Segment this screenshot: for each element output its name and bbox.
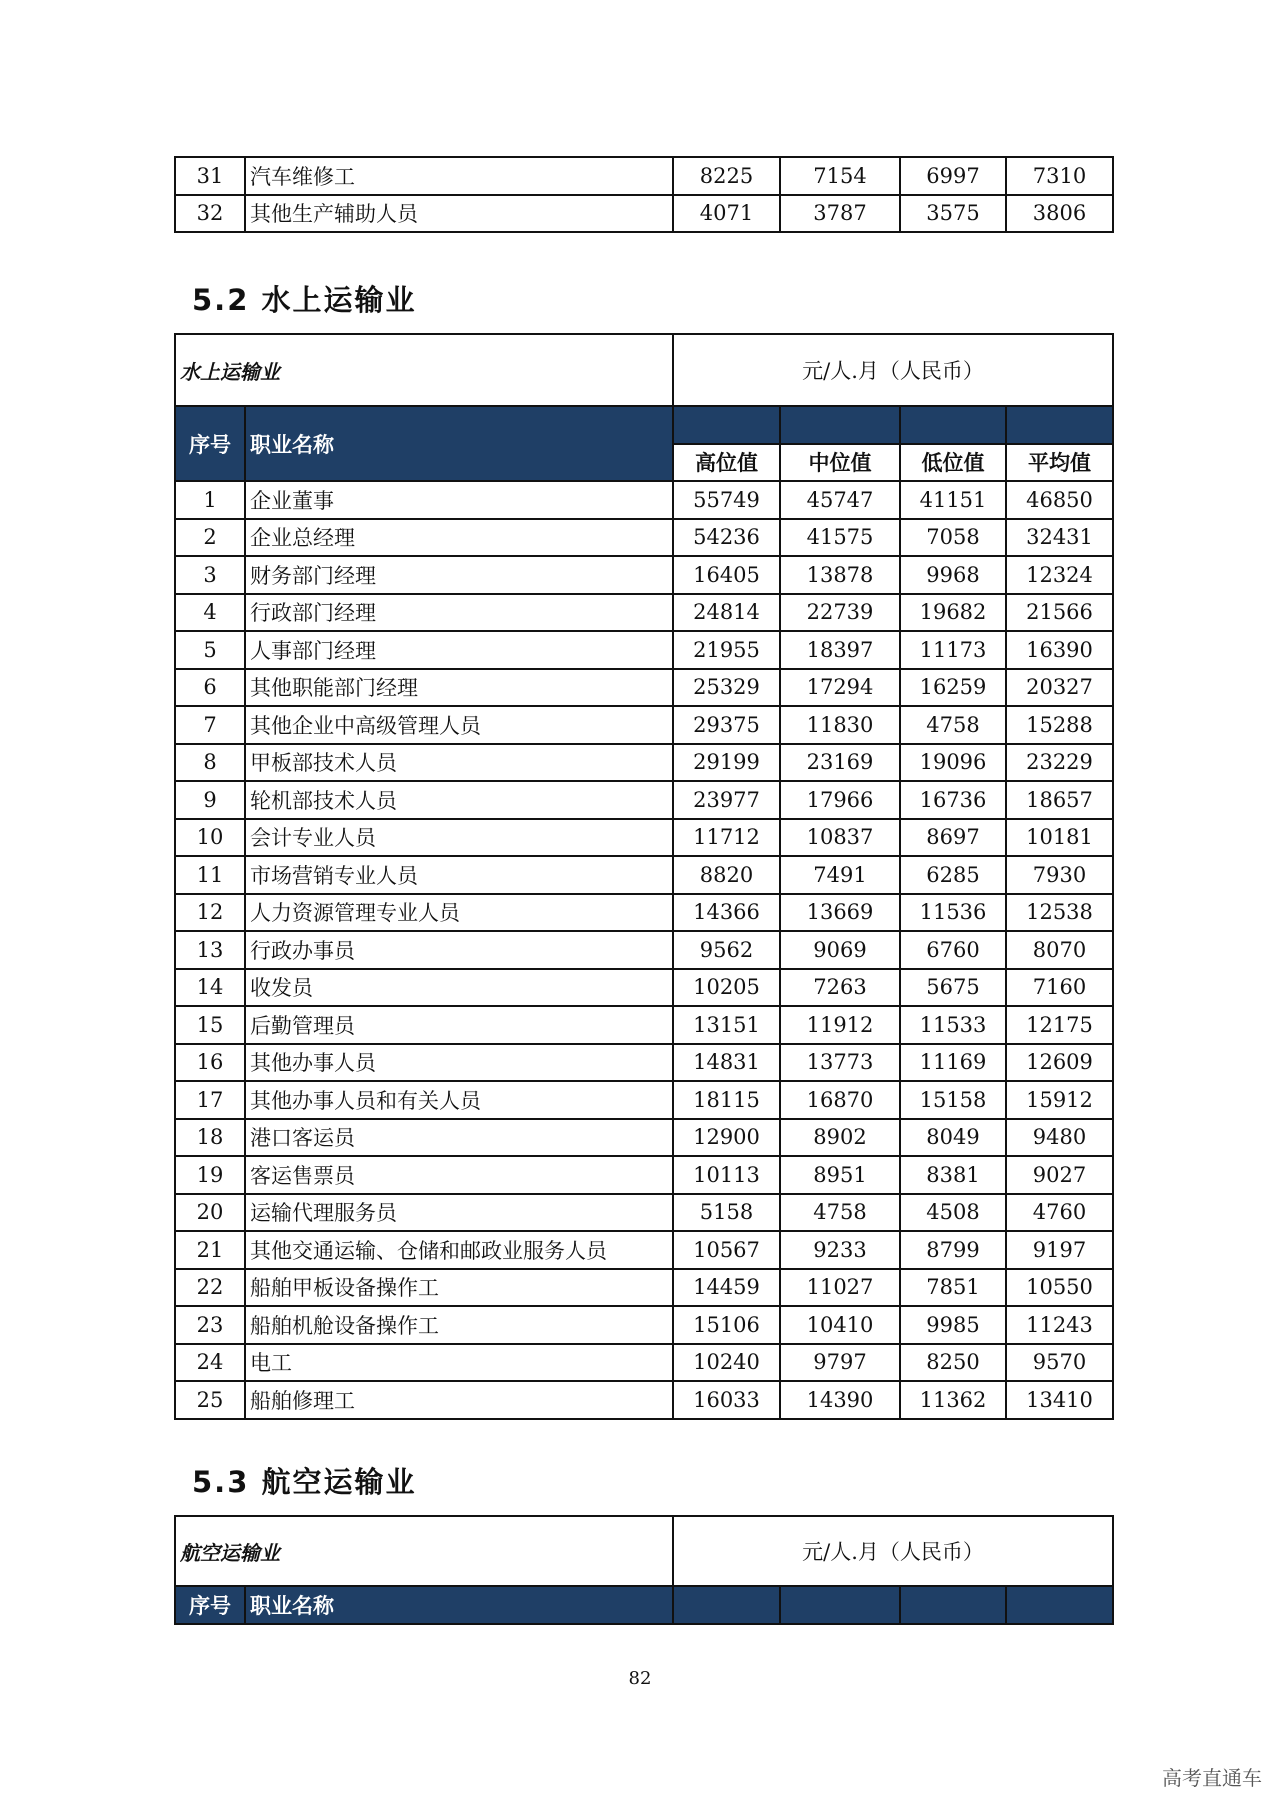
table-row (175, 195, 1113, 233)
high-value: 12900 (673, 1119, 780, 1157)
occupation-name: 其他办事人员 (245, 1044, 673, 1082)
low-value: 41151 (900, 481, 1006, 519)
low-value: 3575 (900, 195, 1006, 233)
occupation-name: 其他企业中高级管理人员 (245, 706, 673, 744)
average-value: 32431 (1006, 519, 1113, 557)
high-value: 10113 (673, 1156, 780, 1194)
average-value: 12538 (1006, 894, 1113, 932)
high-value: 13151 (673, 1006, 780, 1044)
row-number: 1 (175, 481, 245, 519)
air-transport-table (174, 1515, 1114, 1625)
average-value: 16390 (1006, 631, 1113, 669)
median-value: 16870 (780, 1081, 900, 1119)
median-value: 18397 (780, 631, 900, 669)
air-table-title: 航空运输业 (175, 1516, 673, 1586)
median-value: 23169 (780, 744, 900, 782)
low-value: 6760 (900, 931, 1006, 969)
average-value: 10550 (1006, 1269, 1113, 1307)
table-row (175, 1269, 1113, 1307)
occupation-name: 企业董事 (245, 481, 673, 519)
water-col-name-header: 职业名称 (245, 406, 673, 481)
row-number: 17 (175, 1081, 245, 1119)
low-value: 4758 (900, 706, 1006, 744)
average-value: 9027 (1006, 1156, 1113, 1194)
occupation-name: 后勤管理员 (245, 1006, 673, 1044)
occupation-name: 市场营销专业人员 (245, 856, 673, 894)
water-col-avg-header: 平均值 (1006, 444, 1113, 482)
median-value: 4758 (780, 1194, 900, 1232)
median-value: 13669 (780, 894, 900, 932)
air-header-band-cell (1006, 1586, 1113, 1624)
row-number: 7 (175, 706, 245, 744)
average-value: 7930 (1006, 856, 1113, 894)
water-col-low-header: 低位值 (900, 444, 1006, 482)
table-row (175, 1156, 1113, 1194)
average-value: 9570 (1006, 1344, 1113, 1382)
table-row (175, 1381, 1113, 1419)
row-number: 2 (175, 519, 245, 557)
low-value: 16259 (900, 669, 1006, 707)
table-row (175, 894, 1113, 932)
median-value: 17966 (780, 781, 900, 819)
row-number: 9 (175, 781, 245, 819)
page-number: 82 (628, 1668, 652, 1689)
high-value: 25329 (673, 669, 780, 707)
table-row (175, 669, 1113, 707)
median-value: 13773 (780, 1044, 900, 1082)
high-value: 29199 (673, 744, 780, 782)
table-row (175, 1119, 1113, 1157)
occupation-name: 人事部门经理 (245, 631, 673, 669)
table-row (175, 481, 1113, 519)
high-value: 11712 (673, 819, 780, 857)
row-number: 31 (175, 157, 245, 195)
watermark: 高考直通车 (1162, 1766, 1262, 1790)
water-col-no-header: 序号 (175, 406, 245, 481)
occupation-name: 汽车维修工 (245, 157, 673, 195)
row-number: 19 (175, 1156, 245, 1194)
high-value: 4071 (673, 195, 780, 233)
row-number: 21 (175, 1231, 245, 1269)
high-value: 16405 (673, 556, 780, 594)
table-row (175, 1044, 1113, 1082)
low-value: 16736 (900, 781, 1006, 819)
water-transport-table (174, 333, 1114, 1420)
water-col-mid-header: 中位值 (780, 444, 900, 482)
water-table-body (175, 481, 1113, 1419)
high-value: 24814 (673, 594, 780, 632)
high-value: 10567 (673, 1231, 780, 1269)
low-value: 8381 (900, 1156, 1006, 1194)
average-value: 7160 (1006, 969, 1113, 1007)
high-value: 8820 (673, 856, 780, 894)
average-value: 12609 (1006, 1044, 1113, 1082)
average-value: 15912 (1006, 1081, 1113, 1119)
median-value: 22739 (780, 594, 900, 632)
row-number: 24 (175, 1344, 245, 1382)
row-number: 4 (175, 594, 245, 632)
table-row (175, 706, 1113, 744)
row-number: 11 (175, 856, 245, 894)
occupation-name: 轮机部技术人员 (245, 781, 673, 819)
median-value: 11830 (780, 706, 900, 744)
low-value: 4508 (900, 1194, 1006, 1232)
median-value: 10410 (780, 1306, 900, 1344)
air-header-band-cell (673, 1586, 780, 1624)
median-value: 7491 (780, 856, 900, 894)
occupation-name: 收发员 (245, 969, 673, 1007)
average-value: 9480 (1006, 1119, 1113, 1157)
median-value: 8951 (780, 1156, 900, 1194)
table-row (175, 1194, 1113, 1232)
water-header-band-cell (780, 406, 900, 444)
row-number: 8 (175, 744, 245, 782)
occupation-name: 港口客运员 (245, 1119, 673, 1157)
occupation-name: 其他交通运输、仓储和邮政业服务人员 (245, 1231, 673, 1269)
median-value: 17294 (780, 669, 900, 707)
high-value: 21955 (673, 631, 780, 669)
table-row (175, 856, 1113, 894)
water-header-band-cell (673, 406, 780, 444)
table-row (175, 1344, 1113, 1382)
occupation-name: 客运售票员 (245, 1156, 673, 1194)
median-value: 7154 (780, 157, 900, 195)
low-value: 19682 (900, 594, 1006, 632)
median-value: 45747 (780, 481, 900, 519)
low-value: 5675 (900, 969, 1006, 1007)
high-value: 10205 (673, 969, 780, 1007)
air-col-name-header: 职业名称 (245, 1586, 673, 1624)
high-value: 5158 (673, 1194, 780, 1232)
row-number: 18 (175, 1119, 245, 1157)
high-value: 14459 (673, 1269, 780, 1307)
low-value: 9985 (900, 1306, 1006, 1344)
low-value: 11536 (900, 894, 1006, 932)
row-number: 13 (175, 931, 245, 969)
table-row (175, 519, 1113, 557)
table-row (175, 556, 1113, 594)
high-value: 14366 (673, 894, 780, 932)
low-value: 19096 (900, 744, 1006, 782)
occupation-name: 企业总经理 (245, 519, 673, 557)
median-value: 14390 (780, 1381, 900, 1419)
average-value: 12324 (1006, 556, 1113, 594)
air-col-no-header: 序号 (175, 1586, 245, 1624)
low-value: 7851 (900, 1269, 1006, 1307)
average-value: 21566 (1006, 594, 1113, 632)
average-value: 8070 (1006, 931, 1113, 969)
average-value: 20327 (1006, 669, 1113, 707)
average-value: 4760 (1006, 1194, 1113, 1232)
occupation-name: 行政办事员 (245, 931, 673, 969)
table-row (175, 1231, 1113, 1269)
occupation-name: 其他生产辅助人员 (245, 195, 673, 233)
low-value: 8250 (900, 1344, 1006, 1382)
average-value: 12175 (1006, 1006, 1113, 1044)
row-number: 23 (175, 1306, 245, 1344)
average-value: 18657 (1006, 781, 1113, 819)
low-value: 15158 (900, 1081, 1006, 1119)
low-value: 6285 (900, 856, 1006, 894)
low-value: 11533 (900, 1006, 1006, 1044)
row-number: 5 (175, 631, 245, 669)
table-row (175, 1081, 1113, 1119)
high-value: 9562 (673, 931, 780, 969)
median-value: 11027 (780, 1269, 900, 1307)
continued-table-body (175, 157, 1113, 232)
average-value: 9197 (1006, 1231, 1113, 1269)
high-value: 54236 (673, 519, 780, 557)
row-number: 14 (175, 969, 245, 1007)
median-value: 41575 (780, 519, 900, 557)
median-value: 3787 (780, 195, 900, 233)
table-row (175, 594, 1113, 632)
water-header-band-cell (1006, 406, 1113, 444)
average-value: 15288 (1006, 706, 1113, 744)
row-number: 15 (175, 1006, 245, 1044)
high-value: 23977 (673, 781, 780, 819)
average-value: 7310 (1006, 157, 1113, 195)
low-value: 7058 (900, 519, 1006, 557)
high-value: 8225 (673, 157, 780, 195)
occupation-name: 船舶修理工 (245, 1381, 673, 1419)
table-row (175, 631, 1113, 669)
occupation-name: 会计专业人员 (245, 819, 673, 857)
occupation-name: 船舶机舱设备操作工 (245, 1306, 673, 1344)
table-row (175, 969, 1113, 1007)
median-value: 13878 (780, 556, 900, 594)
row-number: 22 (175, 1269, 245, 1307)
table-row (175, 1006, 1113, 1044)
row-number: 10 (175, 819, 245, 857)
row-number: 6 (175, 669, 245, 707)
average-value: 46850 (1006, 481, 1113, 519)
row-number: 25 (175, 1381, 245, 1419)
average-value: 13410 (1006, 1381, 1113, 1419)
table-row (175, 157, 1113, 195)
table-row (175, 819, 1113, 857)
low-value: 8799 (900, 1231, 1006, 1269)
high-value: 10240 (673, 1344, 780, 1382)
average-value: 10181 (1006, 819, 1113, 857)
water-unit-label: 元/人.月（人民币） (673, 334, 1113, 406)
table-row (175, 744, 1113, 782)
median-value: 9233 (780, 1231, 900, 1269)
high-value: 29375 (673, 706, 780, 744)
air-header-band-cell (780, 1586, 900, 1624)
low-value: 11173 (900, 631, 1006, 669)
occupation-name: 船舶甲板设备操作工 (245, 1269, 673, 1307)
row-number: 32 (175, 195, 245, 233)
occupation-name: 其他办事人员和有关人员 (245, 1081, 673, 1119)
average-value: 11243 (1006, 1306, 1113, 1344)
occupation-name: 行政部门经理 (245, 594, 673, 632)
row-number: 16 (175, 1044, 245, 1082)
section-heading-water: 5.2 水上运输业 (192, 283, 417, 317)
low-value: 8697 (900, 819, 1006, 857)
average-value: 23229 (1006, 744, 1113, 782)
low-value: 6997 (900, 157, 1006, 195)
occupation-name: 人力资源管理专业人员 (245, 894, 673, 932)
section-heading-air: 5.3 航空运输业 (192, 1465, 417, 1499)
high-value: 16033 (673, 1381, 780, 1419)
water-col-high-header: 高位值 (673, 444, 780, 482)
median-value: 11912 (780, 1006, 900, 1044)
occupation-name: 财务部门经理 (245, 556, 673, 594)
table-row (175, 1306, 1113, 1344)
low-value: 11169 (900, 1044, 1006, 1082)
occupation-name: 其他职能部门经理 (245, 669, 673, 707)
occupation-name: 甲板部技术人员 (245, 744, 673, 782)
air-header-band-cell (900, 1586, 1006, 1624)
water-header-band-cell (900, 406, 1006, 444)
median-value: 7263 (780, 969, 900, 1007)
high-value: 14831 (673, 1044, 780, 1082)
average-value: 3806 (1006, 195, 1113, 233)
table-row (175, 931, 1113, 969)
median-value: 9069 (780, 931, 900, 969)
air-unit-label: 元/人.月（人民币） (673, 1516, 1113, 1586)
low-value: 8049 (900, 1119, 1006, 1157)
table-row (175, 781, 1113, 819)
water-table-title: 水上运输业 (175, 334, 673, 406)
occupation-name: 运输代理服务员 (245, 1194, 673, 1232)
median-value: 10837 (780, 819, 900, 857)
low-value: 11362 (900, 1381, 1006, 1419)
row-number: 3 (175, 556, 245, 594)
continued-table (174, 156, 1114, 233)
occupation-name: 电工 (245, 1344, 673, 1382)
high-value: 55749 (673, 481, 780, 519)
high-value: 15106 (673, 1306, 780, 1344)
median-value: 9797 (780, 1344, 900, 1382)
low-value: 9968 (900, 556, 1006, 594)
high-value: 18115 (673, 1081, 780, 1119)
median-value: 8902 (780, 1119, 900, 1157)
row-number: 20 (175, 1194, 245, 1232)
row-number: 12 (175, 894, 245, 932)
